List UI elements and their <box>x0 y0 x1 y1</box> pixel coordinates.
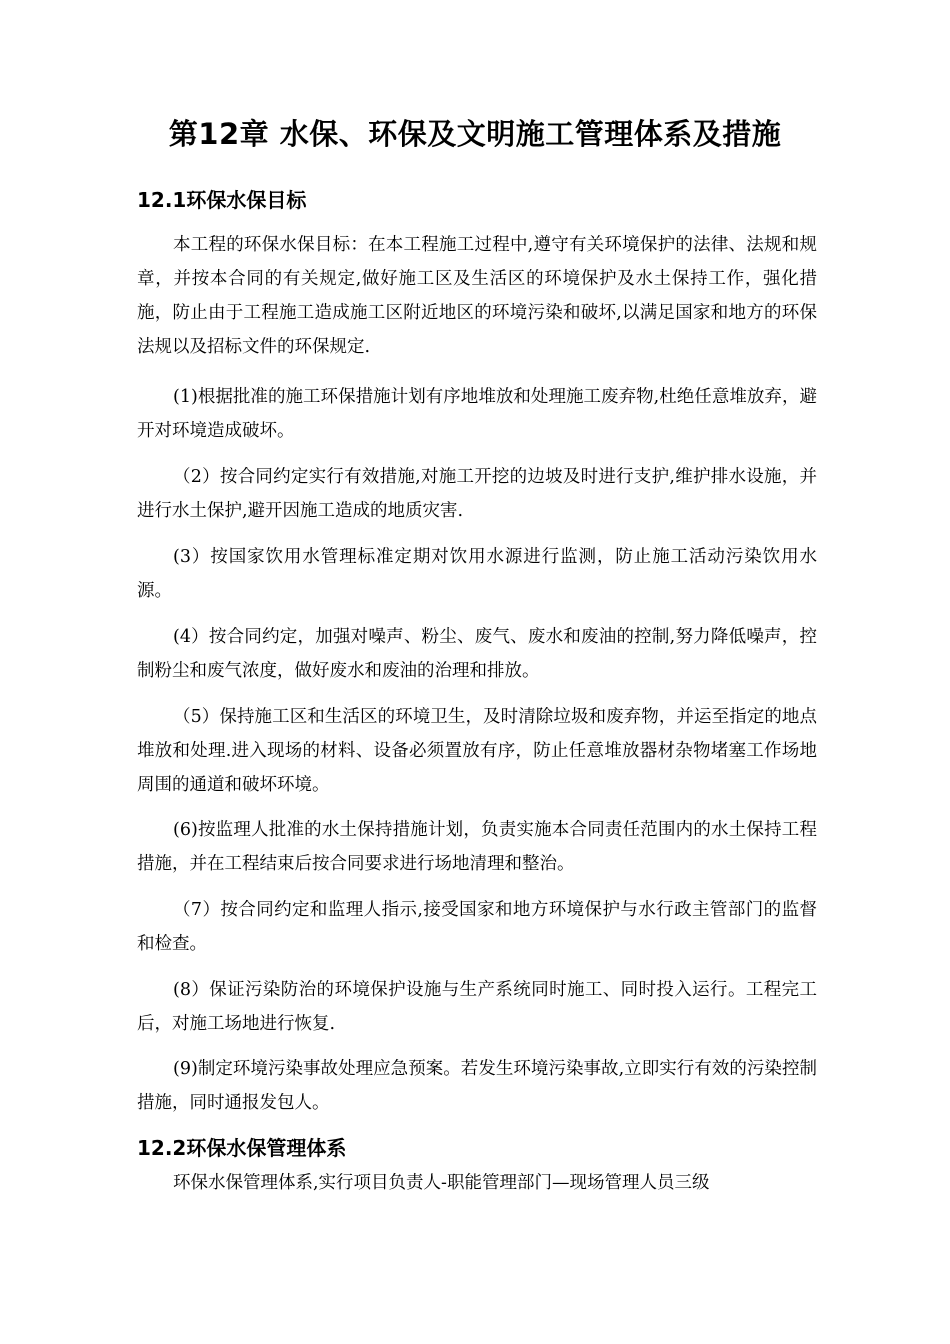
paragraph-item-4: (4）按合同约定，加强对噪声、粉尘、废气、废水和废油的控制,努力降低噪声，控制粉尘和废气浓度，做好废水和废油的治理和排放。 <box>137 627 817 681</box>
paragraph-item-8: (8）保证污染防治的环境保护设施与生产系统同时施工、同时投入运行。工程完工后，对施工场地进行恢复. <box>137 980 817 1034</box>
chapter-title: 第12章 水保、环保及文明施工管理体系及措施 <box>168 117 782 151</box>
paragraph-item-5: （5）保持施工区和生活区的环境卫生，及时清除垃圾和废弃物，并运至指定的地点堆放和处理.进入现场的材料、设备必须置放有序，防止任意堆放器材杂物堵塞工作场地周围的通道和破坏环境。 <box>137 707 817 795</box>
section-heading-12-1: 12.1环保水保目标 <box>137 188 307 212</box>
paragraph-item-2: （2）按合同约定实行有效措施,对施工开挖的边坡及时进行支护,维护排水设施，并进行水土保护,避开因施工造成的地质灾害. <box>137 467 817 521</box>
paragraph-item-1: (1)根据批准的施工环保措施计划有序地堆放和处理施工废弃物,杜绝任意堆放弃，避开对环境造成破坏。 <box>137 387 817 441</box>
section-heading-12-2: 12.2环保水保管理体系 <box>137 1136 347 1160</box>
paragraph-goal-intro: 本工程的环保水保目标：在本工程施工过程中,遵守有关环境保护的法律、法规和规章，并按本合同的有关规定,做好施工区及生活区的环境保护及水土保持工作，强化措施，防止由于工程施工造成施工区附近地区的环境污染和破坏,以满足国家和地方的环保法规以及招标文件的环保规定. <box>137 235 817 357</box>
paragraph-item-6: (6)按监理人批准的水土保持措施计划，负责实施本合同责任范围内的水土保持工程措施，并在工程结束后按合同要求进行场地清理和整治。 <box>137 820 817 874</box>
paragraph-item-3: (3）按国家饮用水管理标准定期对饮用水源进行监测，防止施工活动污染饮用水源。 <box>137 547 817 601</box>
paragraph-item-7: （7）按合同约定和监理人指示,接受国家和地方环境保护与水行政主管部门的监督和检查。 <box>137 900 817 954</box>
paragraph-item-9: (9)制定环境污染事故处理应急预案。若发生环境污染事故,立即实行有效的污染控制措施，同时通报发包人。 <box>137 1059 817 1113</box>
paragraph-management-system: 环保水保管理体系,实行项目负责人-职能管理部门—现场管理人员三级 <box>173 1173 710 1193</box>
